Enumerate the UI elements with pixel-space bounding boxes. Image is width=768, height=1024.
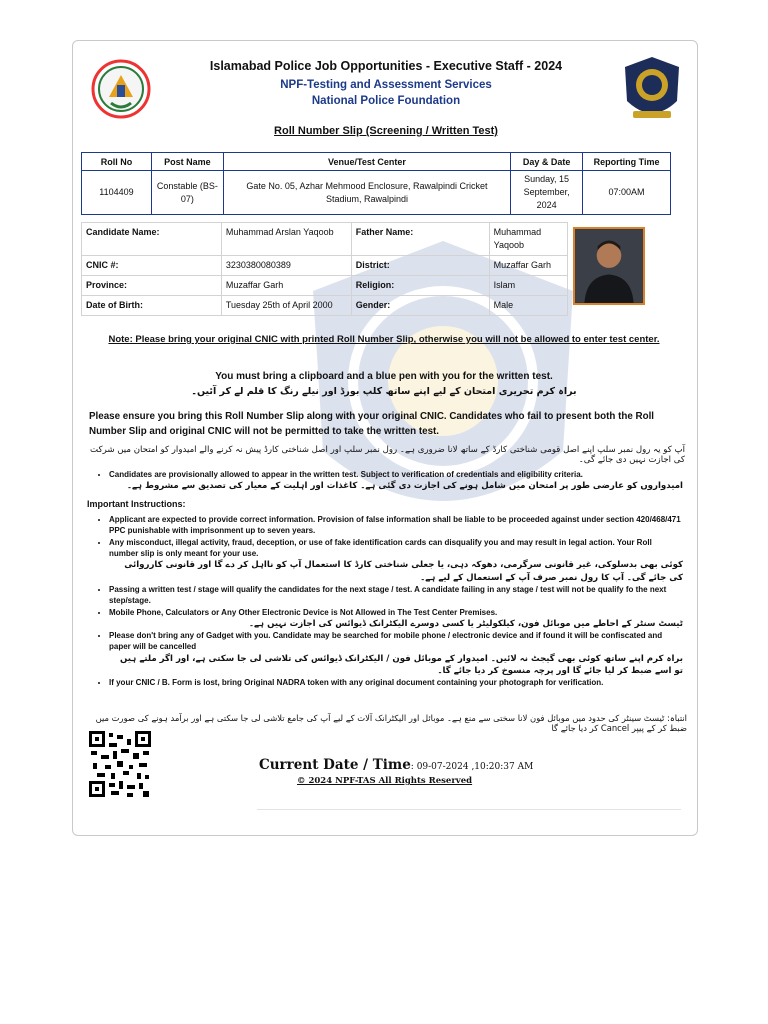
post-name-value: Constable (BS-07) <box>151 171 223 215</box>
qr-code-icon <box>89 731 151 797</box>
page-title: Islamabad Police Job Opportunities - Executive Staff - 2024 <box>209 59 563 73</box>
religion-label: Religion: <box>351 276 489 296</box>
father-name-label: Father Name: <box>351 223 489 256</box>
cnic-note: Note: Please bring your original CNIC with printed Roll Number Slip, otherwise you will not be allowed to enter test center. <box>108 334 660 345</box>
roll-number-slip <box>72 40 698 836</box>
header-venue: Venue/Test Center <box>223 153 510 171</box>
footer-divider <box>257 809 681 810</box>
instruction-item: • Passing a written test / stage will qualify the candidates for the next stage / test. A candidate failing in any stage / test will not be qualify fo the next step/stage. <box>109 584 683 607</box>
clipboard-note-urdu: براہ کرم تحریری امتحان کے لیے اپنے ساتھ کلپ بورڈ اور نیلے رنگ کا قلم لے کر آئیں۔ <box>191 386 577 397</box>
header-roll-no: Roll No <box>82 153 152 171</box>
current-datetime <box>259 757 533 773</box>
header-reporting-time: Reporting Time <box>583 153 671 171</box>
province-label: Province: <box>82 276 222 296</box>
province-value: Muzaffar Garh <box>221 276 351 296</box>
gender-label: Gender: <box>351 296 489 316</box>
instruction-item-urdu: کوئی بھی بدسلوکی، غیر قانونی سرگرمی، دھوکہ دہی، یا جعلی شناختی کارڈ کا استعمال آپ کو نااہل کر دے گا اور قانونی کارروائی کی جائے گی۔ آپ کا رول نمبر صرف آپ کے استعمال کے لیے ہے۔ <box>124 560 683 583</box>
religion-value: Islam <box>489 276 567 296</box>
provisional-item: • Candidates are provisionally allowed to appear in the written test. Subject to verification of credentials and eligibility criteria. <box>109 469 683 480</box>
reporting-time-value: 07:00AM <box>583 171 671 215</box>
provisional-list <box>89 469 683 493</box>
cnic-label: CNIC #: <box>82 256 222 276</box>
header-post-name: Post Name <box>151 153 223 171</box>
copyright: © 2024 NPF-TAS All Rights Reserved <box>297 776 473 786</box>
cnic-value: 3230380080389 <box>221 256 351 276</box>
instruction-item: • If your CNIC / B. Form is lost, bring Original NADRA token with any original document containing your photograph for verification. <box>109 677 683 688</box>
father-name-value: Muhammad Yaqoob <box>489 223 567 256</box>
dob-value: Tuesday 25th of April 2000 <box>221 296 351 316</box>
venue-value: Gate No. 05, Azhar Mehmood Enclosure, Rawalpindi Cricket Stadium, Rawalpindi <box>223 171 510 215</box>
header-day-date: Day & Date <box>511 153 583 171</box>
gender-value: Male <box>489 296 567 316</box>
police-badge-logo <box>623 55 681 127</box>
candidate-name-value: Muhammad Arslan Yaqoob <box>221 223 351 256</box>
org-name-line2: National Police Foundation <box>311 95 461 107</box>
candidate-details-table <box>81 222 653 316</box>
instructions-heading: Important Instructions: <box>87 499 186 509</box>
instruction-item: • Please don't bring any of Gadget with you. Candidate may be searched for mobile phone / electronic device and if found it will be confiscated and paper will be cancelled <box>109 630 683 653</box>
district-label: District: <box>351 256 489 276</box>
clipboard-note: You must bring a clipboard and a blue pen with you for the written test. <box>215 371 553 382</box>
slip-cnic-requirement: Please ensure you bring this Roll Number Slip along with your original CNIC. Candidates who fail to present both the Roll Number Slip and original CNIC will not be permitted to take the written test. <box>89 411 655 438</box>
instruction-item-urdu: براہ کرم اپنے ساتھ کوئی بھی گیجٹ نہ لائیں۔ امیدوار کے موبائل فون / الیکٹرانک ڈیوائس کی تلاشی لی جا سکتی ہے، اور اگر ملتے ہیں تو اسے ضبط کر لیا جائے گا اور پرچہ منسوخ کر دیا جائے گا۔ <box>120 653 683 677</box>
instruction-item: • Any misconduct, illegal activity, fraud, deception, or use of fake identification cards can disqualify you and may result in legal action. Your Roll number slip is only meant for your use. <box>109 537 683 560</box>
current-datetime-label: Current Date / Time <box>259 757 411 773</box>
exam-details-table <box>81 152 671 215</box>
current-datetime-value: : 09-07-2024 ,10:20:37 AM <box>410 762 534 772</box>
instructions-list <box>89 514 683 689</box>
slip-title: Roll Number Slip (Screening / Written Test) <box>274 125 498 137</box>
instruction-item: • Applicant are expected to provide correct information. Provision of false information shall be liable to be proceeded against under section 420/468/471 PPC punishable with imprisonment up to seven years. <box>109 514 683 537</box>
provisional-item-urdu: امیدواروں کو عارضی طور پر امتحان میں شامل ہونے کی اجازت دی گئی ہے۔ کاغذات اور اہلیت کے معیار کی تصدیق سے مشروط ہے۔ <box>126 481 683 492</box>
warning-urdu: انتباہ: ٹیسٹ سینٹر کی حدود میں موبائل فون لانا سختی سے منع ہے۔ موبائل اور الیکٹرانک آلات کے لیے آپ کی جامع تلاشی لی جا سکتی ہے اور برآمد ہونے کی صورت میں ضبط کر کے پیپر Cancel کر دیا جائے گا <box>95 713 687 733</box>
instruction-item-urdu: ٹیسٹ سنٹر کے احاطے میں موبائل فون، کیلکولیٹر یا کسی دوسرے الیکٹرانک ڈیوائس کی اجازت نہیں ہے۔ <box>248 618 683 629</box>
org-name-line1: NPF-Testing and Assessment Services <box>280 79 492 91</box>
roll-no-value: 1104409 <box>82 171 152 215</box>
candidate-photo <box>573 227 645 305</box>
candidate-name-label: Candidate Name: <box>82 223 222 256</box>
instruction-item: • Mobile Phone, Calculators or Any Other Electronic Device is Not Allowed in The Test Center Premises. <box>109 607 683 618</box>
day-date-value: Sunday, 15 September, 2024 <box>511 171 583 215</box>
dob-label: Date of Birth: <box>82 296 222 316</box>
district-value: Muzaffar Garh <box>489 256 567 276</box>
slip-cnic-requirement-urdu: آپ کو یہ رول نمبر سلپ اپنے اصل قومی شناختی کارڈ کے ساتھ لانا ضروری ہے۔ رول نمبر سلپ اور اصل شناختی کارڈ پیش نہ کرنے والے امیدوار کو امتحان میں شرکت کی اجازت نہیں دی جائے گی۔ <box>90 445 685 465</box>
foundation-logo <box>91 57 151 121</box>
person-silhouette-icon <box>575 229 643 303</box>
